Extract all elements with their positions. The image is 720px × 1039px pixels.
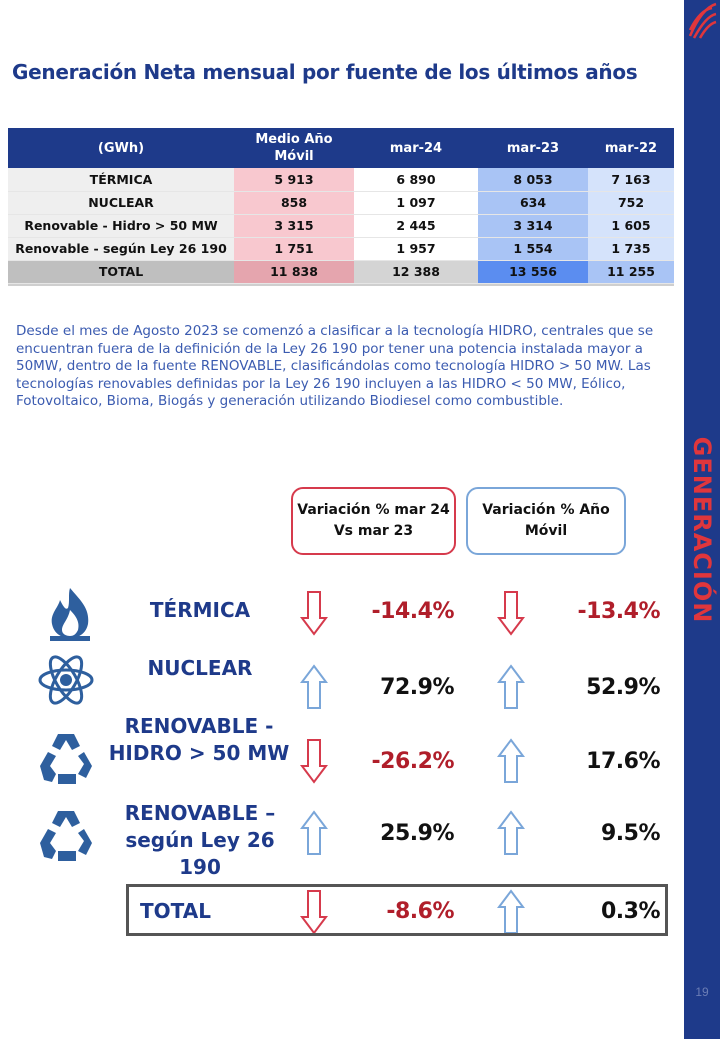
variation-label-hidro: RENOVABLE - HIDRO > 50 MW <box>108 714 290 765</box>
cell-mar-22: 1 605 <box>588 214 674 237</box>
cell-mar-22: 752 <box>588 191 674 214</box>
table-row <box>8 237 674 260</box>
header-mar-23: mar-23 <box>478 128 588 168</box>
arrow-up-icon <box>497 664 525 710</box>
table-header-row <box>8 128 674 168</box>
cell-moving-avg: 5 913 <box>234 168 354 191</box>
annual-variation-termica: -13.4% <box>577 599 660 624</box>
cell-mar-24: 1 097 <box>354 191 478 214</box>
fire-icon <box>40 584 100 644</box>
recycle-icon <box>36 805 96 865</box>
cell-mar-24: 2 445 <box>354 214 478 237</box>
arrow-up-icon <box>497 810 525 856</box>
sidebar-section-title <box>684 420 720 640</box>
cell-moving-avg: 1 751 <box>234 237 354 260</box>
annual-variation-label: Variación % Año Móvil <box>482 502 610 539</box>
cell-mar-22: 11 255 <box>588 260 674 283</box>
row-label: TÉRMICA <box>8 168 234 191</box>
cell-mar-24: 1 957 <box>354 237 478 260</box>
monthly-variation-hidro: -26.2% <box>371 749 454 774</box>
atom-icon <box>36 650 96 710</box>
annual-variation-header <box>466 487 626 555</box>
monthly-variation-label: Variación % mar 24 Vs mar 23 <box>297 502 450 539</box>
cell-moving-avg: 858 <box>234 191 354 214</box>
arrow-down-icon <box>497 590 525 636</box>
cell-mar-23: 8 053 <box>478 168 588 191</box>
cell-moving-avg: 3 315 <box>234 214 354 237</box>
arrow-down-icon <box>300 738 328 784</box>
table-divider <box>8 284 674 286</box>
annual-variation-hidro: 17.6% <box>586 749 660 774</box>
cell-mar-22: 1 735 <box>588 237 674 260</box>
row-label: NUCLEAR <box>8 191 234 214</box>
row-label: Renovable - según Ley 26 190 <box>8 237 234 260</box>
cell-mar-22: 7 163 <box>588 168 674 191</box>
arrow-up-icon <box>300 664 328 710</box>
cell-mar-23: 13 556 <box>478 260 588 283</box>
header-mar-24: mar-24 <box>354 128 478 168</box>
row-label: Renovable - Hidro > 50 MW <box>8 214 234 237</box>
monthly-variation-ley: 25.9% <box>380 821 454 846</box>
cell-mar-23: 634 <box>478 191 588 214</box>
table-total-row <box>8 260 674 283</box>
sidebar <box>684 0 720 1039</box>
recycle-icon <box>36 728 96 788</box>
page-title: Generación Neta mensual por fuente de los últimos años <box>12 60 638 84</box>
table-row <box>8 191 674 214</box>
monthly-variation-nuclear: 72.9% <box>380 675 454 700</box>
generation-table <box>8 128 674 284</box>
variation-label-termica: TÉRMICA <box>149 598 251 622</box>
variation-label-ley: RENOVABLE – según Ley 26 190 <box>124 801 276 879</box>
monthly-variation-header <box>291 487 456 555</box>
cell-mar-23: 1 554 <box>478 237 588 260</box>
annual-variation-total: 0.3% <box>600 899 660 924</box>
annual-variation-ley: 9.5% <box>600 821 660 846</box>
cell-mar-24: 12 388 <box>354 260 478 283</box>
variation-label-total: TOTAL <box>140 899 211 923</box>
table-row <box>8 214 674 237</box>
header-mar-22: mar-22 <box>588 128 674 168</box>
sidebar-section-label: GENERACIÓN <box>688 436 716 624</box>
brand-logo-icon <box>686 0 718 42</box>
page-number: 19 <box>695 985 709 999</box>
row-label: TOTAL <box>8 260 234 283</box>
methodology-note: Desde el mes de Agosto 2023 se comenzó a clasificar a la tecnología HIDRO, centrales que se encuentran fuera de la definición de la Ley 26 190 por tener una potencia instalada mayor a 50MW, dentro de la fuente RENOVABLE, clasificándolas como tecnología HIDRO > 50 MW. Las tecnologías renovables definidas por la Ley 26 190 incluyen a las HIDRO < 50 MW, Eólico, Fotovoltaico, Bioma, Biogás y generación utilizando Biodiesel como combustible. <box>16 323 654 409</box>
header-moving-avg: Medio Año Móvil <box>234 128 354 168</box>
table-row <box>8 168 674 191</box>
arrow-up-icon <box>497 738 525 784</box>
header-unit: (GWh) <box>8 128 234 168</box>
arrow-down-icon <box>300 590 328 636</box>
monthly-variation-termica: -14.4% <box>371 599 454 624</box>
cell-mar-24: 6 890 <box>354 168 478 191</box>
annual-variation-nuclear: 52.9% <box>586 675 660 700</box>
cell-mar-23: 3 314 <box>478 214 588 237</box>
cell-moving-avg: 11 838 <box>234 260 354 283</box>
variation-label-nuclear: NUCLEAR <box>147 656 253 680</box>
arrow-up-icon <box>300 810 328 856</box>
monthly-variation-total: -8.6% <box>386 899 454 924</box>
